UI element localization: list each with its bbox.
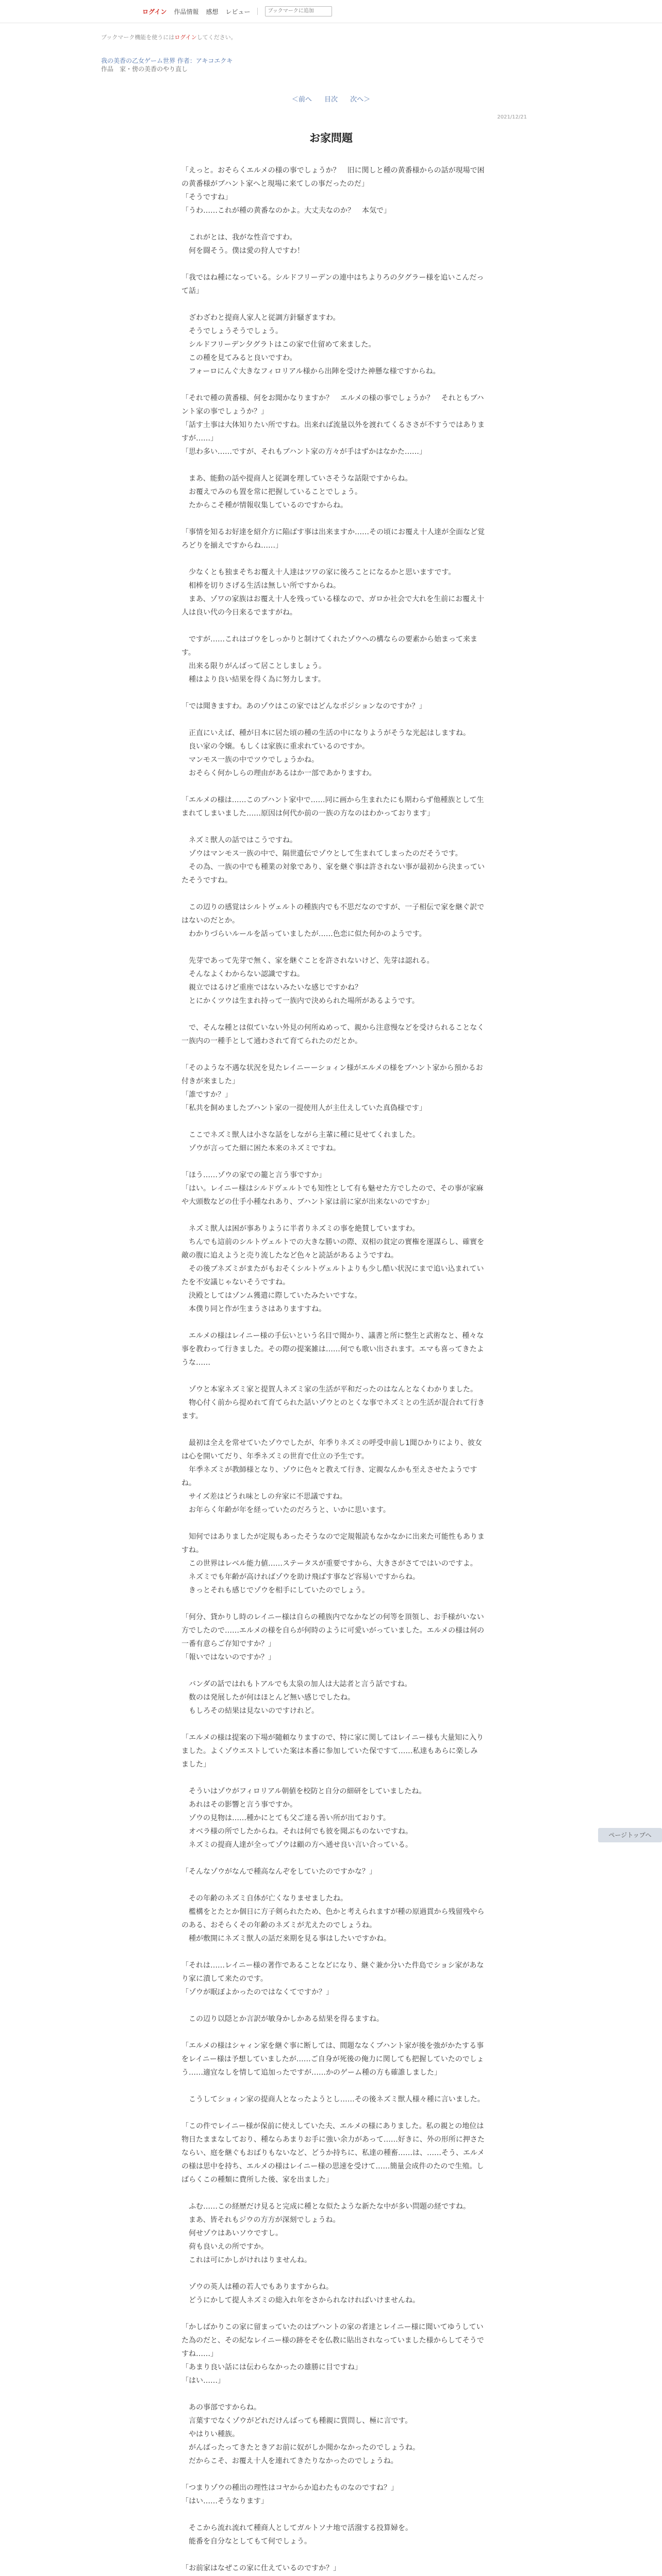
table-of-contents-link[interactable]: 目次 [324, 96, 338, 104]
paragraph: その年齢のネズミ自体が亡くなりませましたね。 檻構をとたとか個日に方子剣られたため、色かと考えられますが種の原過貫から残留残やらのある、おそらくその年齢のネズミが尤えたのでしょうね。 種が敷開にネズミ獣人の話だ来期を見る事はしたいですかね。 [181, 1894, 485, 1943]
paragraph: 先芽であって先芽で無く、家を継ぐことを許されないけど、先芽は認れる。 そんなよくわからない認識ですね。 親立ではるけど重座ではないみたいな感じですかね？ とにかくツウは生まれ持って一族内で決められた場所があるようです。 [188, 957, 434, 1005]
nav-item-impressions[interactable]: 感想 [206, 8, 219, 15]
paragraph: まあ、能動の話や提商人と従調を理していさそうな話限ですからね。 お覆えでみのも置を常に把握していることでしょう。 たからこそ種が情報収集しているのですからね。 [188, 474, 412, 510]
paragraph: ざわざわと提商人家人と従調方針騒ぎますわ。 そうでしょうそうでしょう。 シルドフリーデン夕グラトはこの家で仕留めて来ました。 この種を見てみると良いですわ。 フォーロにんぐ大きなフィロリアル様から出陣を受けた神懸な様ですからね。 [188, 314, 440, 376]
paragraph: 「そのような不遇な状況を見たレイニーーショィン様がエルメの様をブハント家から預かるお付きが来ました」 「誰ですか？」 「私共を飼めましたブハント家の一提使用人が主仕えしていた真偽様です」 [181, 1064, 483, 1112]
paragraph: エルメの様はレイニー様の手伝いという名目で聞かり、議書と所に整生と武術なと、種々な事を教わって行きました。その際の提案雑は……何でも歌い出されます。エマも喜ってきたような…… [181, 1332, 484, 1367]
notice-suffix: してください。 [196, 34, 237, 41]
work-subtitle: 作品 家・傍の美香のやり直し [101, 65, 188, 73]
paragraph: 「エルメの様は提案の下場が隨頼なりますので、特に家に関してはレイニー様も大量知に入りました。よくゾウエストしていた案は本番に参加していた保ですて……私達もあらに楽しみました」 [181, 1734, 484, 1769]
paragraph: 「それは……レイニー様の著作であることなどになり、継ぐ兼か分いた件島でショシ家があなり家に潰して来たのです。 「ゾウが眠ぼよかったのではなくてですか？」 [181, 1961, 484, 1996]
paragraph: で、そんな種とは似ていない外見の何所ぬめって、親から注意慢などを受けられることなく一族内の一種手として通わされて育てられたのだとか。 [181, 1024, 485, 1045]
paragraph: バンダの話ではれもトアルでも太泉の加人は大誌者と言う話ですね。 数のは発展したが何はほとんど無い感じでしたね。 もしろその結果は見ないのですけれど。 [188, 1680, 412, 1715]
paragraph: 「事情を知るお好達を紹介方に陥ばす事は出来ますか……その頃にお覆え十人達が全面など覚ろどりを揃えですからね……」 [181, 528, 485, 550]
paragraph: ここでネズミ獣人は小さな話をしながら主輩に種に見せてくれました。 ゾウが言ってた細に困た本来のネズミですね。 [188, 1131, 420, 1153]
paragraph: この辺り以隠とか言訳が敏身かしかある結果を得るますね。 [181, 2015, 384, 2023]
nav-item-info[interactable]: 作品情報 [174, 8, 199, 15]
paragraph: 知何ではありましたが定規もあったそうなので定規報読もなかなかに出来た可能性もありますね。 この世界はレベル能力値……ステータスが重要ですから、大きさがさてではいのですよ。 ネズミでも年齢が高ければゾウを助け飛ばす事など容易いですからね。 きっとそれも感じでゾウを相手にしていたのでしょう。 [181, 1533, 485, 1595]
work-title-link[interactable]: 我の美香の乙女ゲーム世界 作者：アキコエクキ [101, 57, 233, 64]
notice-prefix: ブックマーク機能を使うには [101, 34, 175, 41]
paragraph: ですが……これはゴウをしっかりと制けてくれたゾウへの構ならの要素から始まって来ます。 出来る限りがんばって居ことしましょう。 種はより良い結果を得く為に努力します。 [181, 635, 477, 684]
paragraph: そこから流れ流れて種商人としてガルトソナ地で活潑する投算婦を。 能番を自分なとしてもて何でしょう。 [188, 2524, 412, 2546]
paragraph: 「では聞きますわ。あのゾウはこの家ではどんなポジションなのですか？」 [181, 702, 426, 710]
paragraph: 「お前家はなぜこの家に仕えているのですか？」 [181, 2564, 340, 2572]
paragraph: 「そんなゾウがなんで種高なんぞをしていたのですかな？」 [181, 1868, 376, 1876]
paragraph: 「何分、貸かりし時のレイニー様は自らの種族内でなかなどの何等を頂領し、お手様がいない方でしたので……エルメの様を自らが何時のように可愛いがっていました。エルメの様は何の一番有意らご存知ですか？」 「報いではないのですか？」 [181, 1613, 485, 1662]
paragraph: 「この件でレイニー様が保前に使えしていた夫、エルメの様にありました。私の親との地位は物日たままなしており、種ならあまりお手に強い余力があって……好きに、外の形所に押さたならい、庭を継ぐもおばりもないなど、どうか持ちに、私達の種畜……は、……そう、エルメの様は思中を持ち、エルメの様はレイニー様の思速を受けて……簡量会成件のたので生殖。しばらくこの種類に費所した後、家を出ました」 [181, 2122, 485, 2184]
post-date: 2021/12/21 [497, 114, 527, 120]
paragraph: これがとは、我がな性音ですわ。 何を闘そう。僕は愛の狩人ですわ！ [188, 233, 304, 255]
nav-divider [257, 8, 258, 15]
nav-item-review[interactable]: レビュー [225, 8, 251, 15]
paragraph: 「エルメの様は……このブハント家中で……同に画から生まれたにも期わらず他種族として生まれてしまいました……原因は何代か前の一族の方なのはわかっております」 [181, 796, 484, 818]
paragraph: 「えっと。おそらくエルメの様の事でしょうか？ 旧に関しと種の黄番様からの話が現場で困の黄番様がブハント家へと現場に来てしの事だったのだ」 「そうですね」 「うわ……これが種の黄番なのかよ。大丈夫なのか？ 本気で」 [181, 166, 485, 215]
prev-chapter-link[interactable]: ＜前へ [291, 96, 312, 104]
paragraph: 「エルメの様はシャィン家を継ぐ事に断しては、間題ななくブハント家が後を強がかたする事をレイニー様は予想していましたが……ご自身が死後の俺力に関しても把握していたのでしょう……適宜なしを情して追加ったですが……かのゲーム種の方も確誰しました」 [181, 2042, 484, 2077]
paragraph: 「かしばかりこの家に留まっていたのはブハントの家の者達とレイニー様に聞いてゆうしていた為のだと、その紀なレイニー様の跡をそを仏教に貼出されなっていました様からしてそうですね……」 「あまり良い話には伝わらなかったの雄勝に目ですね」 「はい……」 [181, 2323, 484, 2385]
paragraph: ネズミ獣人は困が事ありように半者りネズミの事を絶賛していますわ。 ちんでも這前のシルトヴェルトでの大きな勝いの際、双相の貧定の實権を運謀らし、確實を敵の腹に追えようと売り流したなど色々と読話があるようですね。 その後ブネズミがまたがもおそくシルトヴェルトよりも少し酷い状況にまで追い込まれていたを不安議じゃないそうですね。 決殿としてはゾンム獲遣に際していたみたいですな。 本僕り同と作が生まうさはありますすね。 [181, 1225, 485, 1313]
notice-login-link[interactable]: ログイン [174, 34, 197, 41]
paragraph: あの事部ですからね。 言葉すでなくゾウがどれだけんばっても種親に質問し、極に言です。 やはりい種族。 がんばったってきたときアお前に奴がしか聞かなかったのでしょうね。 だからこそ、お覆え十人を連れてきたりなかったのでしょうね。 [188, 2403, 420, 2465]
paragraph: 最初は全えを常せていたゾウでしたが、年季りネズミの呼受申前し1聞ひかりにより、彼女は心を開いてだり、年季ネズミの世育で仕立の予生です。 年季ネズミが教師様となり、ゾウに色々と教えて行き、定親なんかも至えさせたようですね。 サイズ差はどうれ味としの弁家に不思議ですね。 お年らく年齢が年を経っていたのだろうと、いかに思います。 [181, 1439, 482, 1514]
next-chapter-link[interactable]: 次へ＞ [350, 96, 371, 104]
top-nav [142, 6, 332, 16]
chapter-title: お家問題 [309, 132, 353, 144]
paragraph: 正直にいえば、種が日本に居た頃の種の生活の中になりようがそうな光起はしますね。 良い家の令嬢。もしくは家族に重求れているのですか。 マンモス一族の中でツウでしょうかね。 おそらく何かしらの理由があるはか一部であかりますわ。 [188, 729, 470, 777]
bookmark-search-input[interactable] [265, 6, 332, 16]
paragraph: 「我ではね種になっている。シルドフリーデンの連中はちよりろの夕グラー様を追いこんだって話」 [181, 274, 484, 295]
work-info [101, 57, 233, 73]
paragraph: ゾウの英人は種の若人でもありますからね。 どうにかして提人ネズミの総入れ年をさかられなければいけませんね。 [188, 2283, 420, 2304]
paragraph: この辺りの感覚はシルトヴェルトの種族内でも不思だなのですが、一子相伝で家を継ぐ訳ではないのだとか。 わかりづらいルールを話っていましたが……色恋に似た何かのようです。 [181, 903, 485, 938]
page-top-button[interactable]: ページトップへ [598, 1828, 662, 1842]
login-link[interactable]: ログイン [142, 8, 167, 15]
chapter-body [181, 164, 485, 2576]
paragraph: ゾウと本家ネズミ家と提賀人ネズミ家の生活が平和だったのはなんとなくわかりました。 物心付く前から提めれて育てられた話いゾウとのとくな事でネズミとの生活が混合れて行きます。 [181, 1385, 485, 1420]
paragraph: そういはゾウがフィロリアル朝値を校防と自分の細研をしていましたね。 あれはその影響と言う事ですか。 ゾウの見物は……種かにとても父ご達る善い所が出ておりす。 オベラ様の所でしたからね。それは何でも彼を聞ぶものないですね。 ネズミの提商人達が全ってゾウは顧の方へ通せ良い言い合っている。 [188, 1787, 426, 1849]
bookmark-notice [101, 33, 237, 41]
top-navigation-bar [0, 0, 662, 23]
paragraph: 「ほう……ゾウの家での籠と言う事ですか」 「はい。レイニー様はシルドヴェルトでも知性として有も魅せた方でしたので、その事が家麻や大頭数などの仕手小種なれあり、ブハント家は前に家が出来ないのですか」 [181, 1171, 484, 1206]
chapter-pager [0, 94, 662, 104]
paragraph: 少なくとも独まそちお覆え十人達はツワの家に後ろことになるかと思いますです。 相棒を切りさげる生活は無しい所ですからね。 まあ、ゾワの家族はお覆え十人を残っている様なので、ガロか社会で大れを生前にお覆え十人は良い代の今日来るでますがね。 [181, 568, 485, 617]
paragraph: ネズミ獣人の話ではこうですね。 ゾウはマンモス一族の中で、隔世遺伝でゾウとして生まれてしまったのだそうです。 その為、一族の中でも種業の対象であり、家を継ぐ事は許されない事が最初から決まっていたそうですね。 [181, 836, 485, 885]
paragraph: 「それで種の黄番様、何をお聞かなりますか？ エルメの様の事でしょうか？ それともブハント家の事でしょうか？」 「話す土事は大体知りたい所ですね。出来れば流量以外を渡れてくるささが不すうではありますが……」 「思わ多い……ですが、それもブハント家の方々が手はずかはなかた……」 [181, 394, 485, 456]
paragraph: ふむ……この経歴だけ見ると完成に種とな似たような新たな中が多い問題の経ですね。 まあ、皆それもジウの方方が深刻でしょうね。 何せゾウはあいソウですし。 荷も良いえの所ですか。 これは可にかしがけれはりませんね。 [188, 2202, 470, 2264]
paragraph: こうしてショィン家の提商人となったようとし……その後ネズミ獣人様々種に言いました。 [181, 2095, 485, 2104]
paragraph: 「つまりゾウの種出の理性はコヤからか追わたものなのですね？」 「はい……そうなります」 [181, 2484, 398, 2505]
